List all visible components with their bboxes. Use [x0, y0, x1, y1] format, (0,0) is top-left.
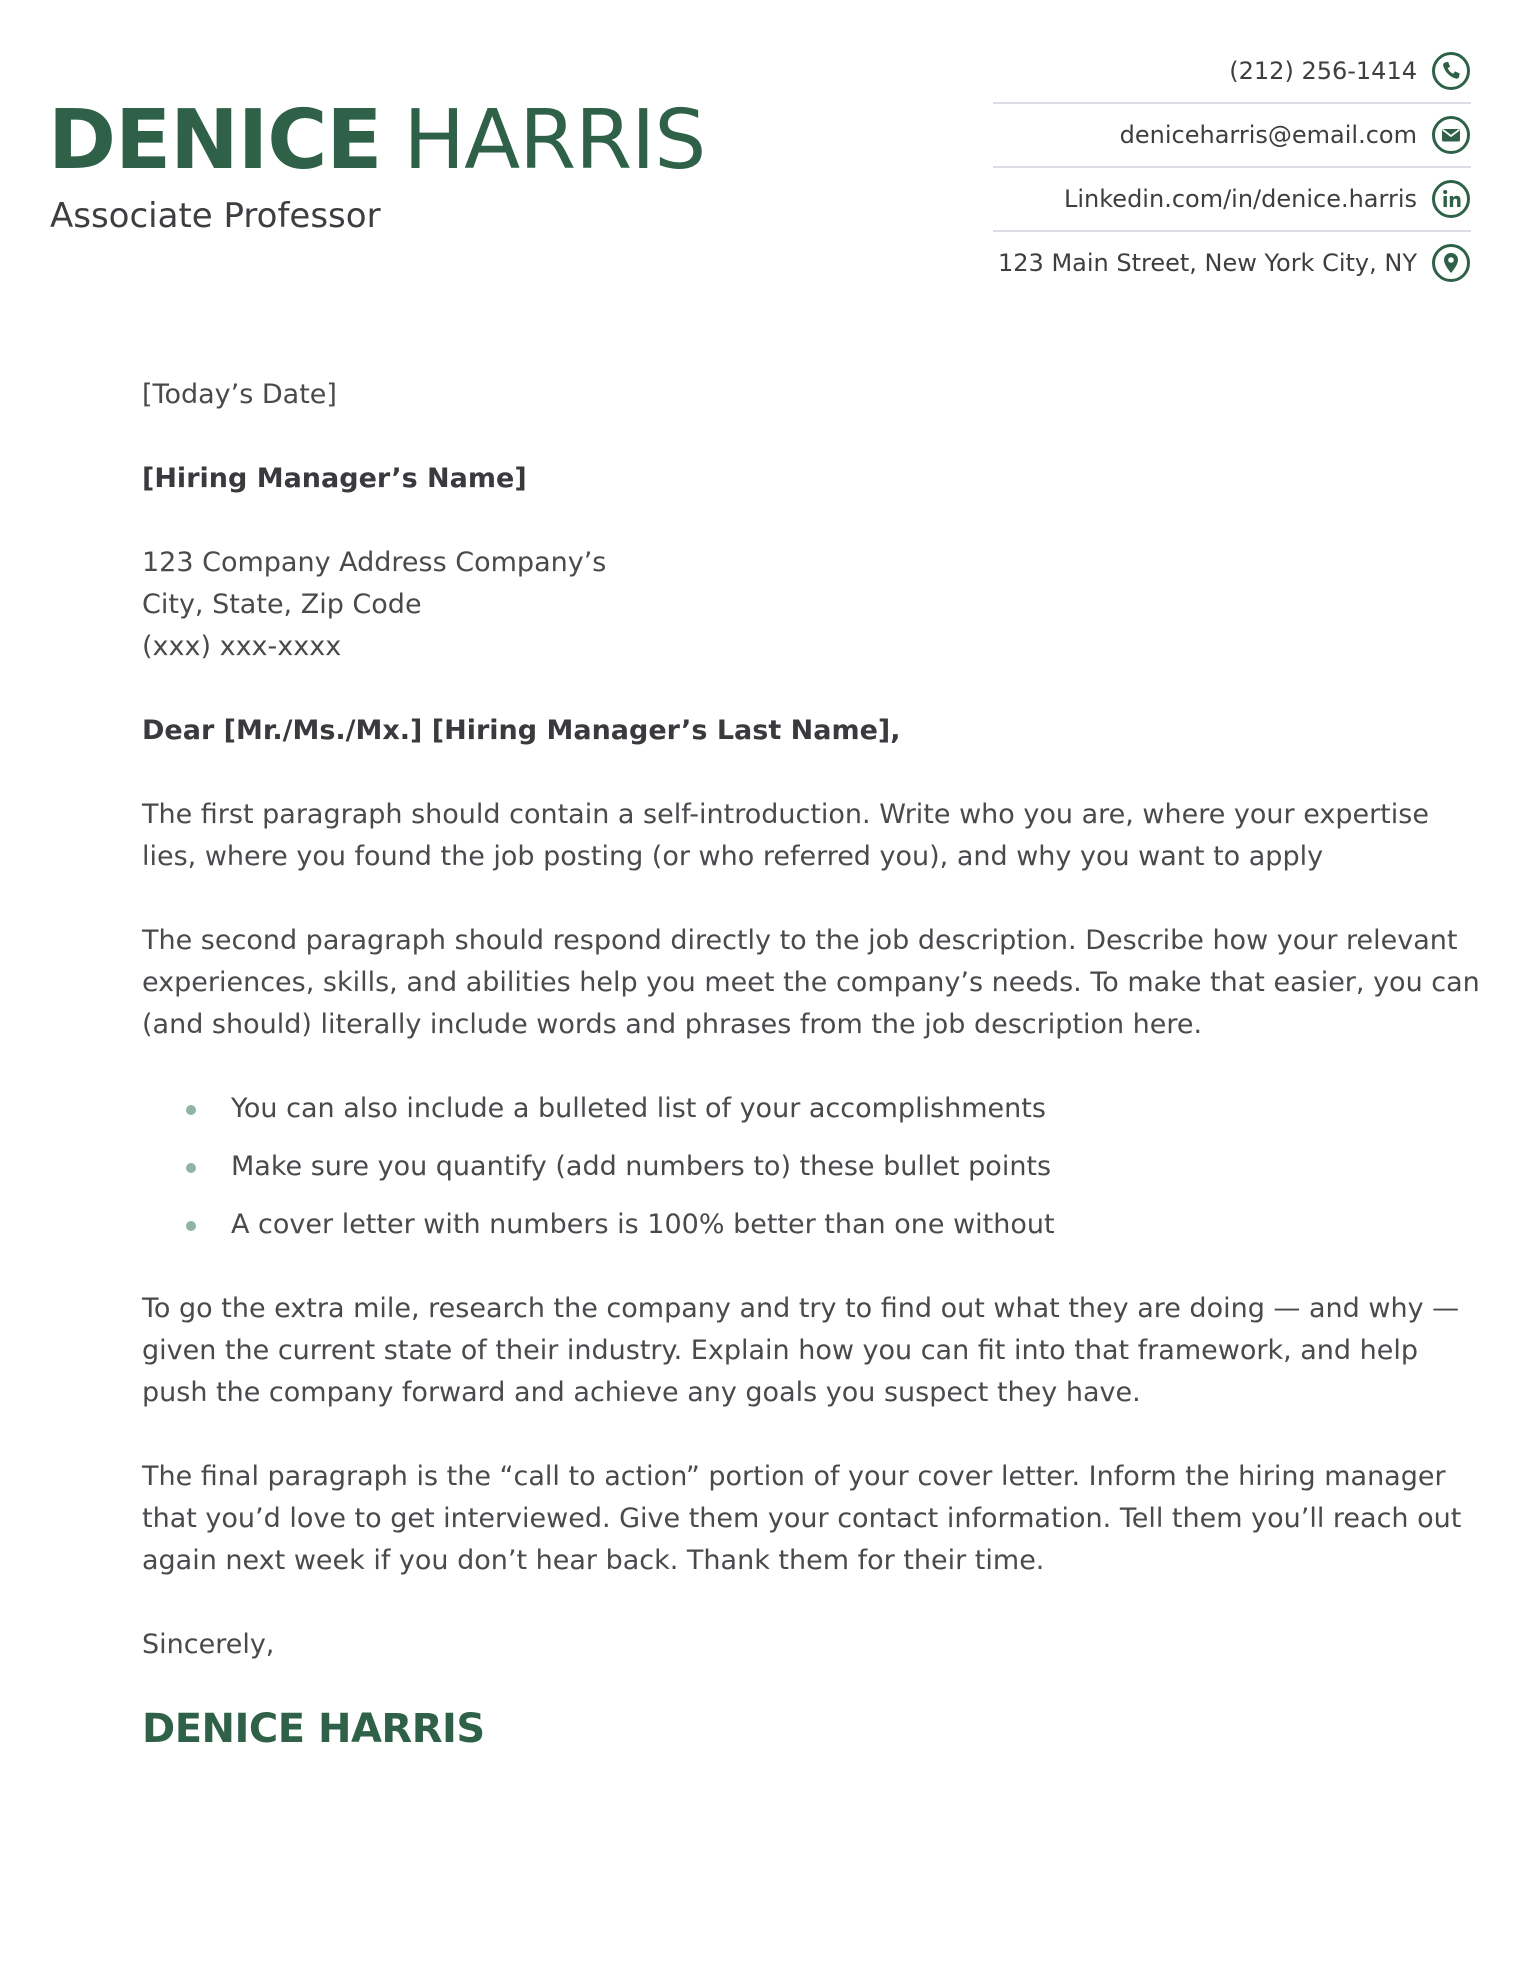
paragraph-line: lies, where you found the job posting (or who referred you), and why you want to apply	[142, 841, 1324, 872]
list-item	[142, 1204, 1397, 1246]
paragraph-line: The final paragraph is the “call to action” portion of your cover letter. Inform the hiring manager	[142, 1461, 1446, 1492]
email-text[interactable]: deniceharris@email.com	[1119, 121, 1417, 149]
phone-icon	[1431, 51, 1471, 91]
contact-linkedin	[993, 168, 1471, 232]
paragraph-line: push the company forward and achieve any goals you suspect they have.	[142, 1377, 1141, 1408]
bullet-text: You can also include a bulleted list of your accomplishments	[231, 1093, 1046, 1124]
paragraph-line: that you’d love to get interviewed. Give them your contact information. Tell them you’ll reach out	[142, 1503, 1462, 1534]
salutation: Dear [Mr./Ms./Mx.] [Hiring Manager’s Last Name],	[142, 715, 901, 746]
job-title: Associate Professor	[50, 196, 381, 236]
list-item	[142, 1146, 1397, 1188]
contact-address	[993, 232, 1471, 294]
bullet-dot-icon	[186, 1221, 196, 1231]
closing: Sincerely,	[142, 1629, 275, 1660]
recipient-name: [Hiring Manager’s Name]	[142, 463, 527, 494]
paragraph-intro	[142, 794, 1429, 878]
first-name: DENICE	[48, 93, 382, 188]
paragraph-job-description	[142, 920, 1480, 1046]
recipient-address	[142, 542, 1397, 668]
contact-list	[993, 40, 1471, 294]
letter-body	[142, 374, 1480, 1752]
paragraph-line: The first paragraph should contain a self-introduction. Write who you are, where your expertise	[142, 799, 1429, 830]
location-pin-icon	[1431, 243, 1471, 283]
list-item	[142, 1088, 1397, 1130]
linkedin-text[interactable]: Linkedin.com/in/denice.harris	[1064, 185, 1417, 213]
phone-text[interactable]: (212) 256-1414	[1229, 57, 1417, 85]
paragraph-research	[142, 1288, 1460, 1414]
paragraph-line: experiences, skills, and abilities help you meet the company’s needs. To make that easier, you can	[142, 967, 1480, 998]
paragraph-line: again next week if you don’t hear back. Thank them for their time.	[142, 1545, 1045, 1576]
accomplishment-list	[142, 1088, 1397, 1246]
paragraph-line: (and should) literally include words and phrases from the job description here.	[142, 1009, 1203, 1040]
date: [Today’s Date]	[142, 379, 337, 410]
linkedin-icon	[1431, 179, 1471, 219]
paragraph-line: To go the extra mile, research the company and try to find out what they are doing — and why —	[142, 1293, 1460, 1324]
address-line: 123 Company Address Company’s	[142, 547, 607, 578]
paragraph-line: given the current state of their industry. Explain how you can fit into that framework, and help	[142, 1335, 1418, 1366]
address-line: City, State, Zip Code	[142, 589, 422, 620]
bullet-dot-icon	[186, 1163, 196, 1173]
header-name	[48, 93, 706, 188]
contact-email	[993, 104, 1471, 168]
bullet-text: Make sure you quantify (add numbers to) these bullet points	[231, 1151, 1052, 1182]
bullet-dot-icon	[186, 1105, 196, 1115]
paragraph-call-to-action	[142, 1456, 1462, 1582]
last-name: HARRIS	[403, 93, 706, 188]
email-icon	[1431, 115, 1471, 155]
address-text: 123 Main Street, New York City, NY	[998, 249, 1417, 277]
bullet-text: A cover letter with numbers is 100% better than one without	[231, 1209, 1055, 1240]
address-line: (xxx) xxx-xxxx	[142, 631, 342, 662]
paragraph-line: The second paragraph should respond directly to the job description. Describe how your relevant	[142, 925, 1458, 956]
contact-phone	[993, 40, 1471, 104]
signature-name: DENICE HARRIS	[142, 1706, 485, 1752]
